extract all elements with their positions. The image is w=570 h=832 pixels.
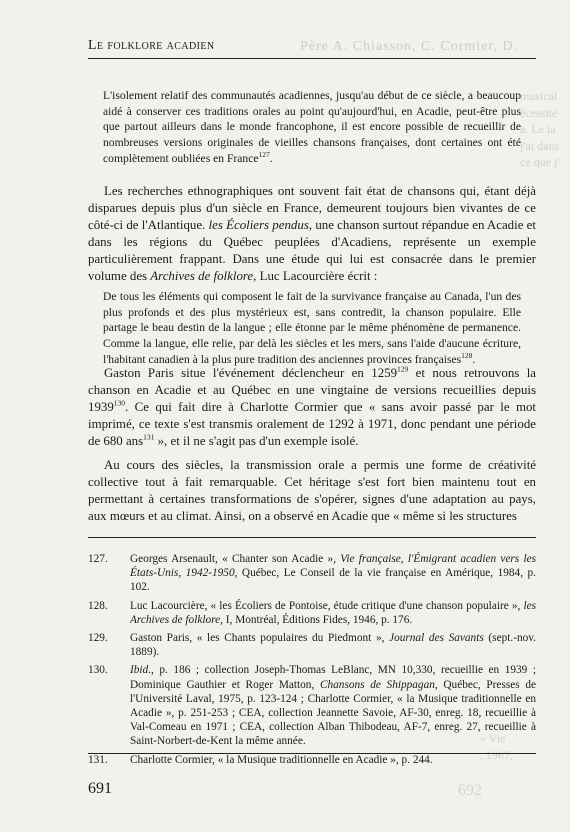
quote-1-end: .: [269, 151, 273, 165]
footnote-text-a: Luc Lacourcière, « les Écoliers de Pontoise, étude critique d'une chanson populaire »,: [130, 599, 524, 612]
footnote-text-c: , Québec, Presses de l'Université Laval, 1975, p. 123-124 ; Charlotte Cormier, « la Musique traditionnelle en Acadie », p. 251-253 ; CEA, collection Jeannette Savoie, AF-30, enreg. 18, recueillie à Val-Comeau en 1971 ; CEA, collection Alban Thibodeau, AF-7, enreg. 27, recueillie à Saint-Norbert-de-Kent la même année.: [130, 678, 536, 748]
footnote-text-b: , I, Montréal, Éditions Fides, 1946, p. 176.: [220, 613, 413, 626]
footnote-rule: [88, 537, 536, 538]
running-header-text: Le folklore acadien: [88, 38, 215, 53]
footnote-ref-130: 130: [113, 398, 126, 408]
para-1-text-a: Les recherches ethnographiques ont souvent fait état de chansons qui, étant déjà disparues depuis plus d'un siècle en France, demeurent toujours bien vivantes de ce côté-ci de l'Atlantique.: [88, 184, 536, 232]
footnote-text: [130, 552, 536, 595]
page-number: 691: [88, 780, 112, 797]
footnote-title: les Archives de folklore: [130, 599, 536, 626]
para-2-text-d: », et il ne s'agit pas d'un exemple isolé.: [154, 433, 359, 448]
para-2-text-b: et nous retrouvons la chanson en Acadie et au Québec en une vingtaine de versions recueillies depuis 1939: [88, 366, 536, 414]
footer-rule: [88, 753, 536, 754]
footnote-129: [88, 631, 536, 659]
journal-title: Archives de folklore: [150, 268, 254, 283]
quote-1-text: L'isolement relatif des communautés acadiennes, jusqu'au début de ce siècle, a beaucoup aidé à conserver ces traditions orales au point qu'aujourd'hui, en Acadie, peut-être plus que partout ailleurs dans le monde francophone, il est encore possible de recueillir de nombreuses versions originales de vieilles chansons françaises, dont certaines ont été complètement oubliées en France: [103, 89, 521, 165]
footnote-text-b: (sept.-nov. 1889).: [130, 632, 536, 659]
block-quote-1: [103, 88, 521, 167]
footnotes: [88, 552, 536, 771]
paragraph-1: [88, 183, 536, 284]
bleed-through-header: Père A. Chiasson, C. Cormier, D.: [300, 39, 519, 54]
footnote-text: [130, 663, 536, 748]
footnote-number: 131.: [88, 753, 108, 766]
block-quote-2: [103, 289, 521, 368]
para-1-text-e: , Luc Lacourcière écrit :: [253, 268, 378, 283]
paragraph-3: [88, 457, 536, 525]
footnote-128: [88, 599, 536, 627]
bleed-through-text-lower: « Vie , 1967,: [480, 731, 513, 762]
quote-2-text: De tous les éléments qui composent le fait de la survivance française au Canada, l'un des plus profonds et des plus mystérieux est, sans contredit, la chanson populaire. Elle partage le beau destin de la langue ; elle étonne par le même phénomène de permanence. Comme la langue, elle relie, par delà les siècles et les mers, sans l'aide d'aucune écriture, l'habitant canadien à la plus pure tradition des anciennes provinces françaises: [103, 290, 521, 366]
quote-2-end: .: [472, 352, 476, 366]
footnote-title: Vie française, l'Émigrant acadien vers les États-Unis, 1942-1950: [130, 553, 536, 580]
footnote-text-b: , p. 186 ; collection Joseph-Thomas LeBlanc, MN 10,330, recueillie en 1939 ; Dominique Gauthier et Roger Matton,: [130, 664, 536, 691]
footnote-number: 129.: [88, 632, 108, 645]
bleed-through-text: musical écessité a. Le la j'ai dans ce que j': [520, 89, 560, 169]
footnote-ibid: Ibid.: [130, 664, 152, 677]
footnote-text: [130, 753, 536, 767]
footnote-ref-128: 128: [461, 350, 473, 360]
para-1-text-c: , une chanson surtout répandue en Acadie et dans les régions du Québec peuplées d'Acadiens, représente un exemple particulièrement frappant. Dans une étude qui lui est consacrée dans le premier volume des: [88, 217, 536, 283]
footnote-number: 128.: [88, 599, 108, 612]
footnote-text: [130, 631, 536, 659]
footnote-text-a: Georges Arsenault, « Chanter son Acadie »,: [130, 553, 341, 565]
footnote-number: 127.: [88, 553, 108, 565]
footnote-127: [88, 552, 536, 595]
footnote-ref-127: 127: [258, 149, 270, 159]
footnote-text-b: , Québec, Le Conseil de la vie française en Amérique, 1984, p. 102.: [130, 567, 536, 594]
running-header: [88, 38, 214, 54]
footnote-title: Journal des Savants: [389, 632, 484, 645]
para-3-text: Au cours des siècles, la transmission orale a permis une forme de créativité collective tout à fait remarquable. Cet héritage s'est fort bien maintenu tout en permettant à certaines transformations de s'opérer, signes d'une adaptation au pays, aux mœurs et au climat. Ainsi, on a observé en Acadie que « même si les structures: [88, 458, 536, 523]
paragraph-2: [88, 365, 536, 450]
header-rule: [88, 58, 536, 59]
footnote-text-a: Gaston Paris, « les Chants populaires du Piedmont »,: [130, 632, 390, 645]
footnote-ref-129: 129: [397, 364, 409, 374]
footnote-title: Chansons de Shippagan: [319, 678, 435, 691]
footnote-text-a: Charlotte Cormier, « la Musique traditionnelle en Acadie », p. 244.: [130, 753, 433, 766]
para-2-text-a: Gaston Paris situe l'événement déclencheur en 1259: [104, 366, 398, 380]
footnote-130: [88, 663, 536, 748]
footnote-ref-131: 131: [143, 432, 155, 442]
footnote-number: 130.: [88, 664, 108, 677]
bleed-through-page-number: 692: [458, 783, 482, 799]
song-title: les Écoliers pendus: [208, 217, 309, 232]
para-2-text-c: . Ce qui fait dire à Charlotte Cormier que « sans avoir passé par le mot imprimé, ce texte s'est transmis oralement de 1292 à 1971, donc pendant une période de 680 ans: [88, 399, 536, 448]
footnote-131: [88, 753, 536, 767]
footnote-text: [130, 599, 536, 627]
